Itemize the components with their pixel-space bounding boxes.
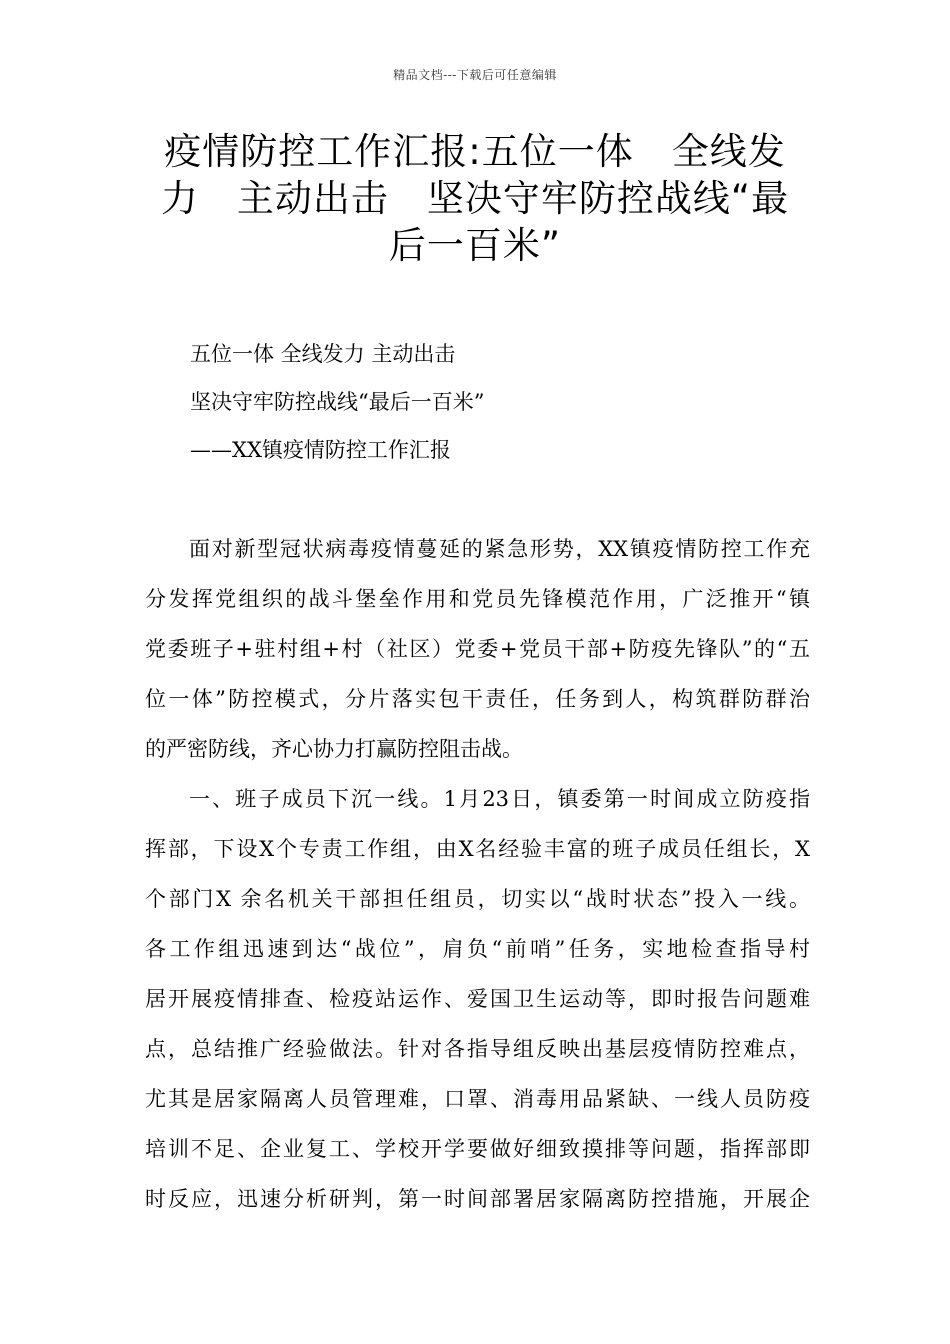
paragraph-line: 党委班子+驻村组+村（社区）党委+党员干部+防疫先锋队”的“五 (145, 637, 810, 661)
subtitle-line: 坚决守牢防控战线“最后一百米” (190, 390, 485, 414)
paragraph-line: 培训不足、企业复工、学校开学要做好细致摸排等问题，指挥部即 (145, 1137, 810, 1161)
body-text (145, 524, 810, 1224)
paragraph-line: 面对新型冠状病毒疫情蔓延的紧急形势，XX镇疫情防控工作充 (189, 537, 810, 561)
header-note: 精品文档---下载后可任意编辑 (393, 68, 557, 82)
subtitle-line: ——XX镇疫情防控工作汇报 (190, 438, 451, 462)
paragraph-line: 个部门X 余名机关干部担任组员，切实以“战时状态”投入一线。 (145, 887, 810, 911)
title-line: 力 主动出击 坚决守牢防控战线“最 (160, 177, 790, 220)
subtitle-line: 五位一体 全线发力 主动出击 (190, 342, 456, 366)
paragraph-line: 挥部，下设X个专责工作组，由X名经验丰富的班子成员任组长，X (145, 837, 810, 861)
paragraph-line: 一、班子成员下沉一线。1月23日，镇委第一时间成立防疫指 (189, 787, 810, 811)
paragraph-line: 时反应，迅速分析研判，第一时间部署居家隔离防控措施，开展企 (145, 1187, 810, 1211)
paragraph-line: 各工作组迅速到达“战位”，肩负“前哨”任务，实地检查指导村 (145, 937, 810, 961)
paragraph-line: 分发挥党组织的战斗堡垒作用和党员先锋模范作用，广泛推开“镇 (145, 587, 810, 611)
title-line: 疫情防控工作汇报:五位一体 全线发 (164, 130, 786, 173)
subtitle-block (190, 330, 484, 474)
document-title (140, 128, 810, 269)
paragraph-line: 点，总结推广经验做法。针对各指导组反映出基层疫情防控难点， (145, 1037, 810, 1061)
paragraph-line: 位一体”防控模式，分片落实包干责任，任务到人，构筑群防群治 (145, 687, 810, 711)
paragraph-line: 居开展疫情排查、检疫站运作、爱国卫生运动等，即时报告问题难 (145, 987, 810, 1011)
paragraph-line: 的严密防线，齐心协力打赢防控阻击战。 (145, 737, 523, 761)
title-line: 后一百米” (388, 224, 562, 267)
paragraph-line: 尤其是居家隔离人员管理难，口罩、消毒用品紧缺、一线人员防疫 (145, 1087, 810, 1111)
